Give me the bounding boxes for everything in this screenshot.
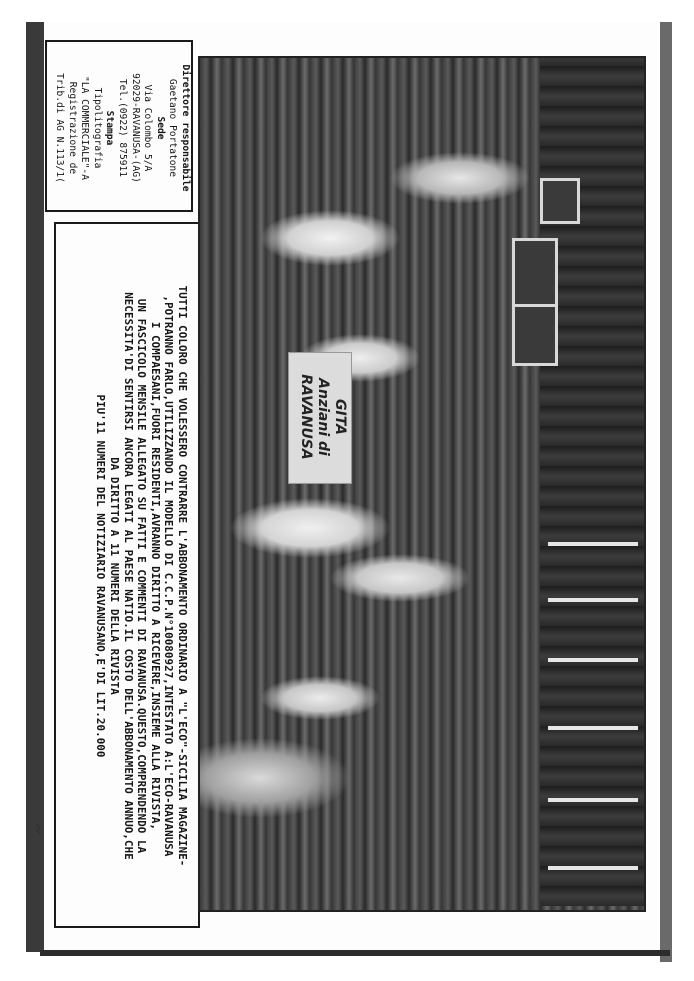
director-label: Direttore responsabile [180,64,191,192]
group-banner [288,352,352,484]
address: Via Colombo 5/A [142,84,154,172]
registration-number: Trib.di AG N.113/1( [54,73,66,183]
scan-edge-right [660,22,672,962]
wall-frame [512,238,558,314]
railing-bar [548,658,638,662]
notice-line: UN FASCICOLO MENSILE ALLEGATO SU FATTI E COMMENTI DI RAVANUSA.QUESTO,COMPRENDENDO LA [135,298,149,854]
notice-line: I COMPAESANI,FUORI RESIDENTI,AVRANNO DIRITTO A RICEVERE,INSIEME ALLA RIVISTA, [148,321,162,831]
director-name: Gaetano Portatone [167,78,179,178]
banner-line-2: Anziani di [315,378,331,456]
railing-bar [548,598,638,602]
notice-line: TUTTI COLORO CHE VOLESSERO CONTRARRE L'ABBONAMENTO ORDINARIO A "L'ECO"-SICILIA MAGAZINE- [176,285,189,867]
phone: Tel.(0922) 875911 [117,78,129,178]
wall-sign [540,178,580,224]
railing-bar [548,726,638,730]
printer-line-2: "LA COMMERCIALE"-A [79,76,91,180]
railing-bar [548,798,638,802]
masthead [51,44,191,212]
wall-frame [512,304,558,366]
subscription-notice [69,231,189,921]
banner-line-3: RAVANUSA [298,374,314,460]
sede-label: Sede [154,116,166,140]
city: 92029-RAVANUSA-(AG) [129,73,141,183]
scan-edge-bottom [40,950,670,956]
masthead-box [45,40,193,212]
notice-line: ,POTRANNO FARLO,UTILIZZANDO IL MODELLO DI C.C.P.N°10080927,INTESTATO A:L'ECO-RAVANUSA [162,295,176,857]
railing-bar [548,542,638,546]
registration-label: Registrazione de [66,81,78,175]
notice-line: DA DIRITTO A 11 NUMERI DELLA RIVISTA [108,457,122,695]
stampa-label: Stampa [104,110,116,146]
scan-edge-left [26,22,44,952]
group-photo [198,56,646,912]
railing-bar [548,866,638,870]
notice-box [54,222,200,928]
scan-mark-icon [34,822,44,836]
banner-line-1: GITA [332,399,348,435]
notice-line: NECESSITA'DI SENTIRSI ANCORA LEGATI AL PAESE NATIO.IL COSTO DELL'ABBONAMENTO ANNUO,CHE [121,292,135,860]
printer-line-1: Tipolitografia [91,87,103,169]
notice-line: PIU'11 NUMERI DEL NOTIZIARIO RAVANUSANO,E'DI LIT.20.000 [94,394,108,758]
banner-text [292,354,348,480]
